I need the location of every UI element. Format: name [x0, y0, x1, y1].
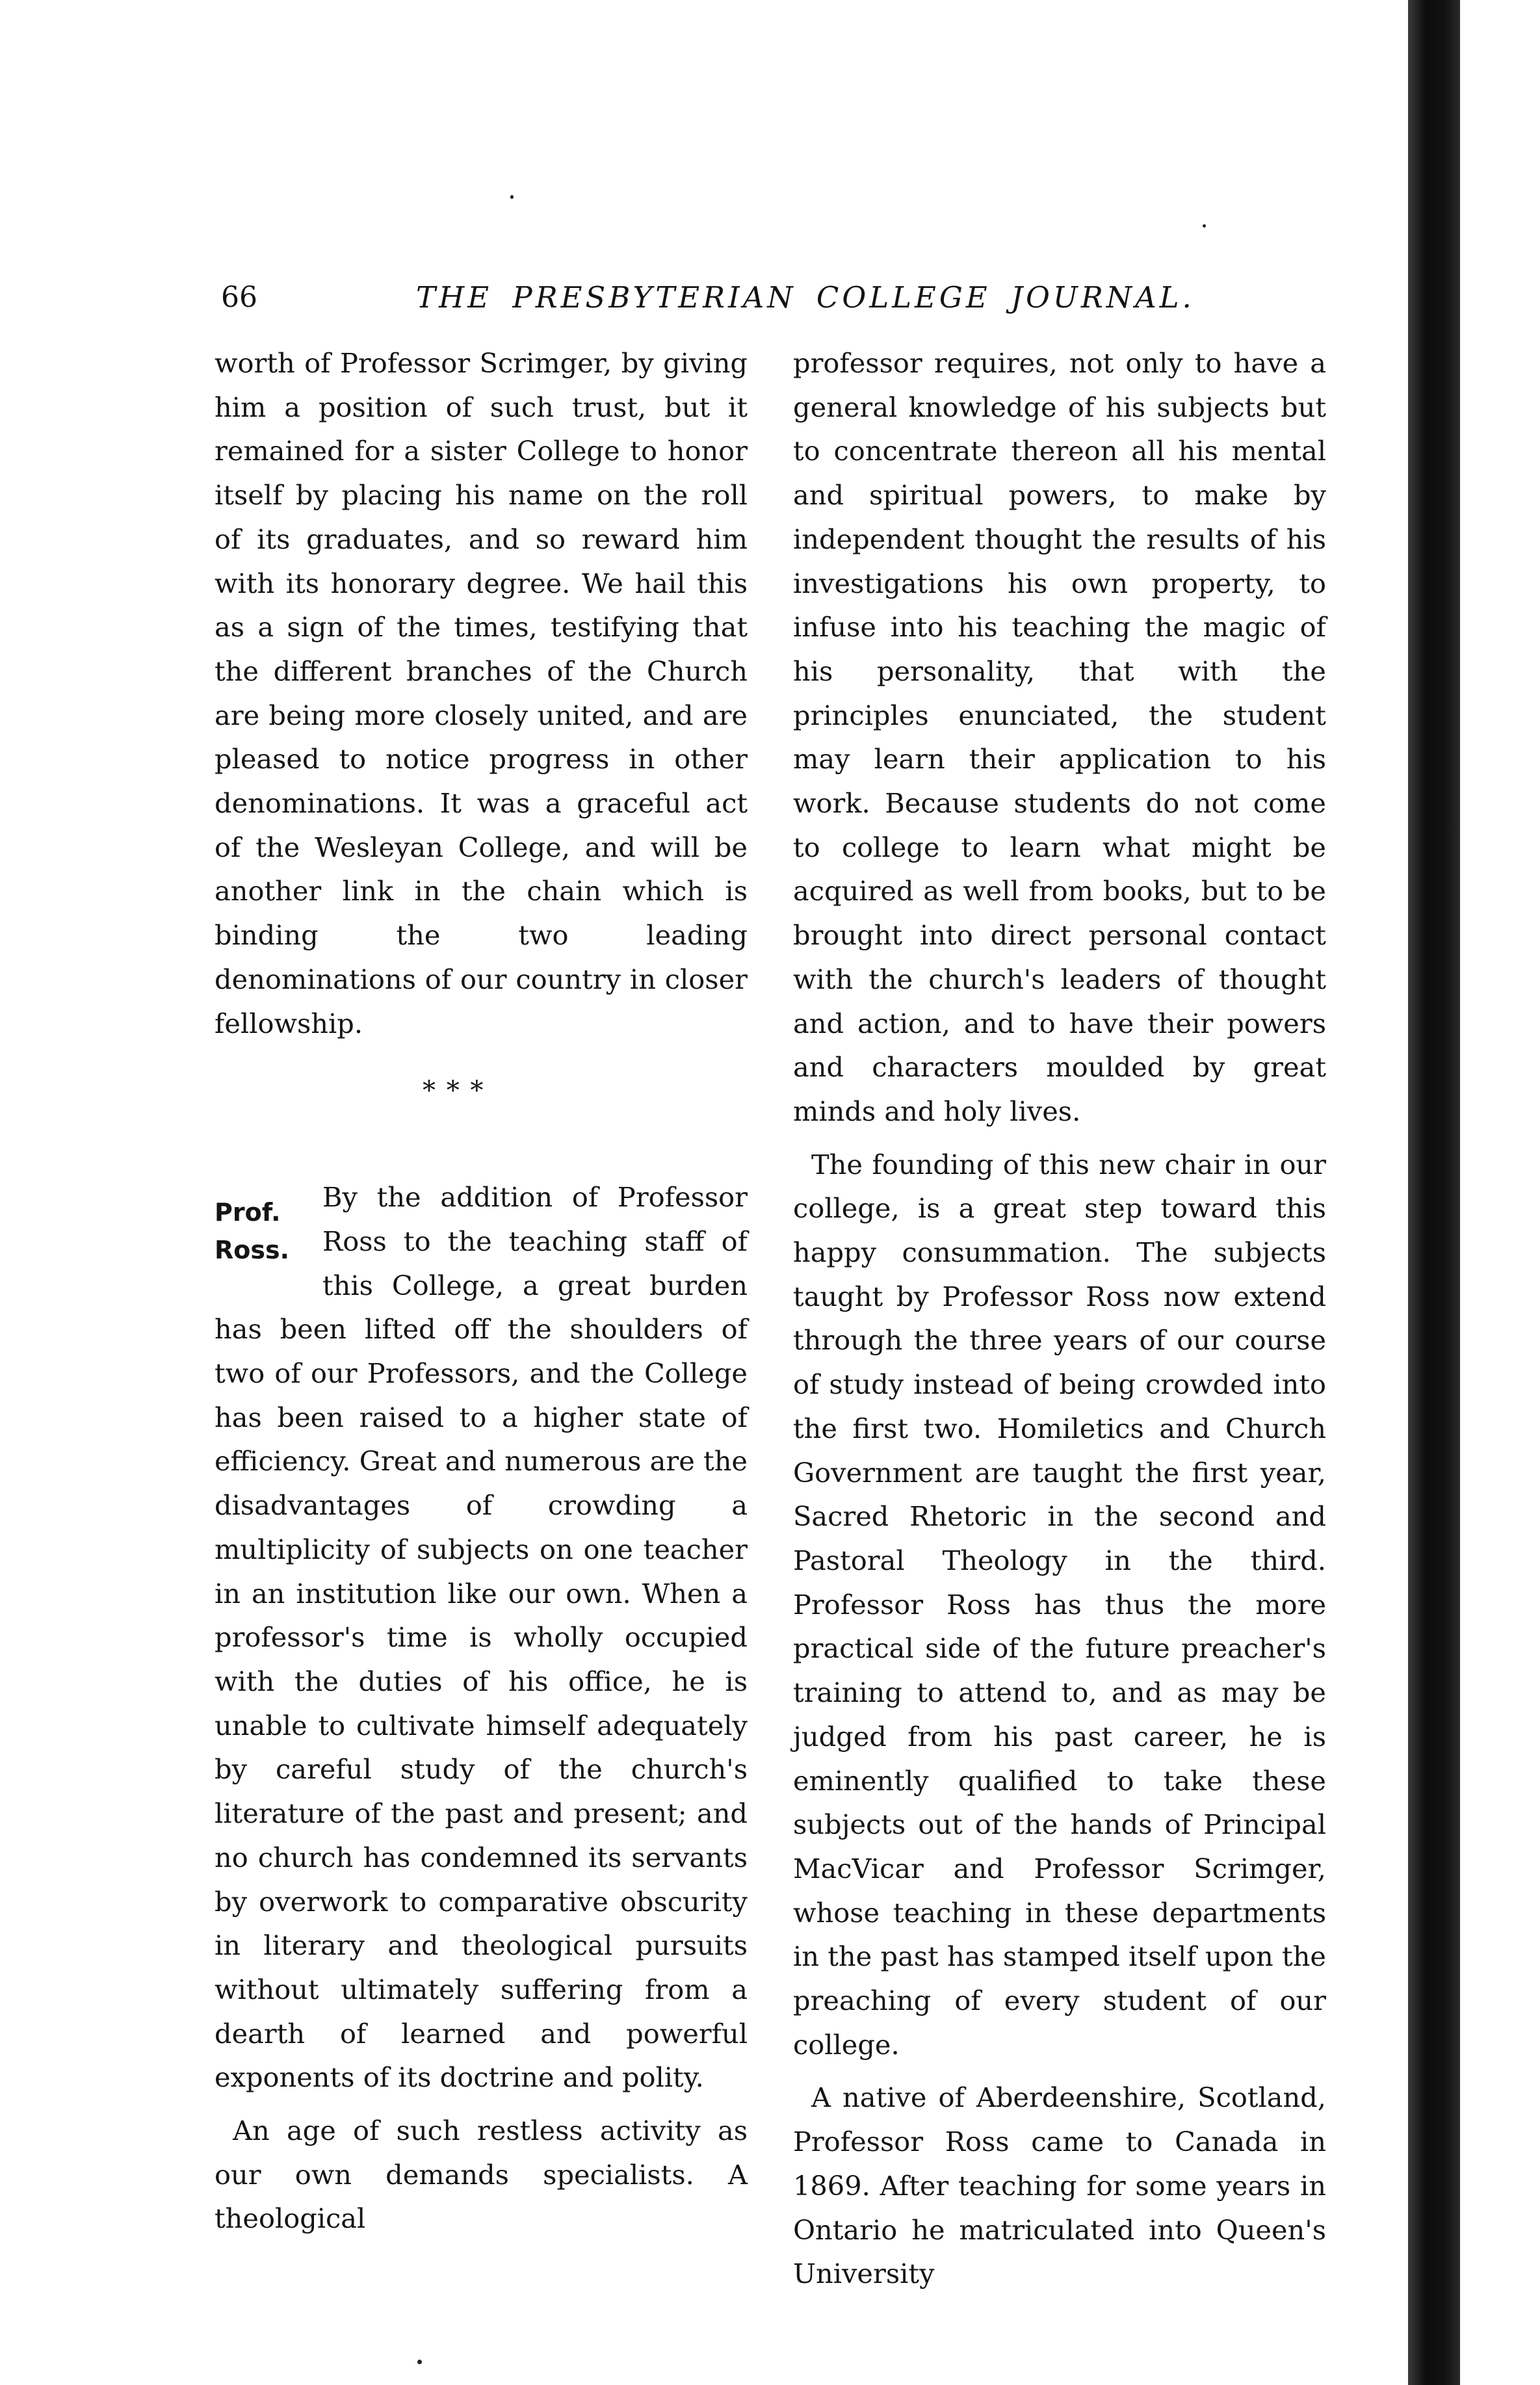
section-divider [215, 1045, 748, 1175]
page-header [221, 272, 1326, 324]
paragraph: A native of Aberdeenshire, Scotland, Professor Ross came to Canada in 1869. After teaching for some years in Ontario he matriculated into Queen's University [793, 2081, 1326, 2290]
paragraph: By the addition of Professor Ross to the teaching staff of this College, a great burden has been lifted off the shoulders of two of our Professors, and the College has been raised to a higher state of efficiency. Great and numerous are the disadvantages of crowding a multiplicity of subjects on one teacher in an institution like our own. When a professor's time is wholly occupied with the duties of his office, he is unable to cultivate himself adequately by careful study of the church's literature of the past and present; and no church has condemned its servants by overwork to comparative obscurity in literary and theological pursuits without ultimately suffering from a dearth of learned and powerful exponents of its doctrine and polity. [215, 1181, 748, 2094]
scan-speck [417, 2360, 422, 2364]
paragraph: worth of Professor Scrimger, by giving him a position of such trust, but it remained for a sister College to honor itself by placing his name on the roll of its graduates, and so reward him with its honorary degree. We hail this as a sign of the times, testifying that the different branches of the Church are being more closely united, and are pleased to notice progress in other denominations. It was a graceful act of the Wesleyan College, and will be another link in the chain which is binding the two leading denominations of our country in closer fellowship. [215, 347, 748, 1039]
scan-edge [1408, 0, 1460, 2385]
left-column [215, 341, 748, 2241]
asterism-glyph: * * * [423, 1076, 485, 1106]
scan-speck [1203, 224, 1206, 228]
paragraph: professor requires, not only to have a general knowledge of his subjects but to concentrate thereon all his mental and spiritual powers, to make by independent thought the results of his investigations his own property, to infuse into his teaching the magic of his personality, that with the principles enunciated, the student may learn their application to his work. Because students do not come to college to learn what might be acquired as well from books, but to be brought into direct personal contact with the church's leaders of thought and action, and to have their powers and characters moulded by great minds and holy lives. [793, 347, 1326, 1127]
scan-speck [510, 195, 514, 199]
side-heading [215, 1175, 312, 1269]
paragraph: The founding of this new chair in our college, is a great step toward this happy consummation. The subjects taught by Professor Ross now extend through the three years of our course of study instead of being crowded into the first two. Homiletics and Church Government are taught the first year, Sacred Rhetoric in the second and Pastoral Theology in the third. Professor Ross has thus the more practical side of the future preacher's training to attend to, and as may be judged from his past career, he is eminently qualified to take these subjects out of the hands of Principal MacVicar and Professor Scrimger, whose teaching in these departments in the past has stamped itself upon the preaching of every student of our college. [793, 1148, 1326, 2061]
journal-title: THE PRESBYTERIAN COLLEGE JOURNAL. [416, 280, 1195, 315]
page-number: 66 [221, 281, 257, 314]
side-heading-line: Prof. [215, 1198, 281, 1227]
paragraph: An age of such restless activity as our own demands specialists. A theological [215, 2115, 748, 2235]
side-heading-line: Ross. [215, 1236, 290, 1265]
right-column [793, 341, 1326, 2296]
